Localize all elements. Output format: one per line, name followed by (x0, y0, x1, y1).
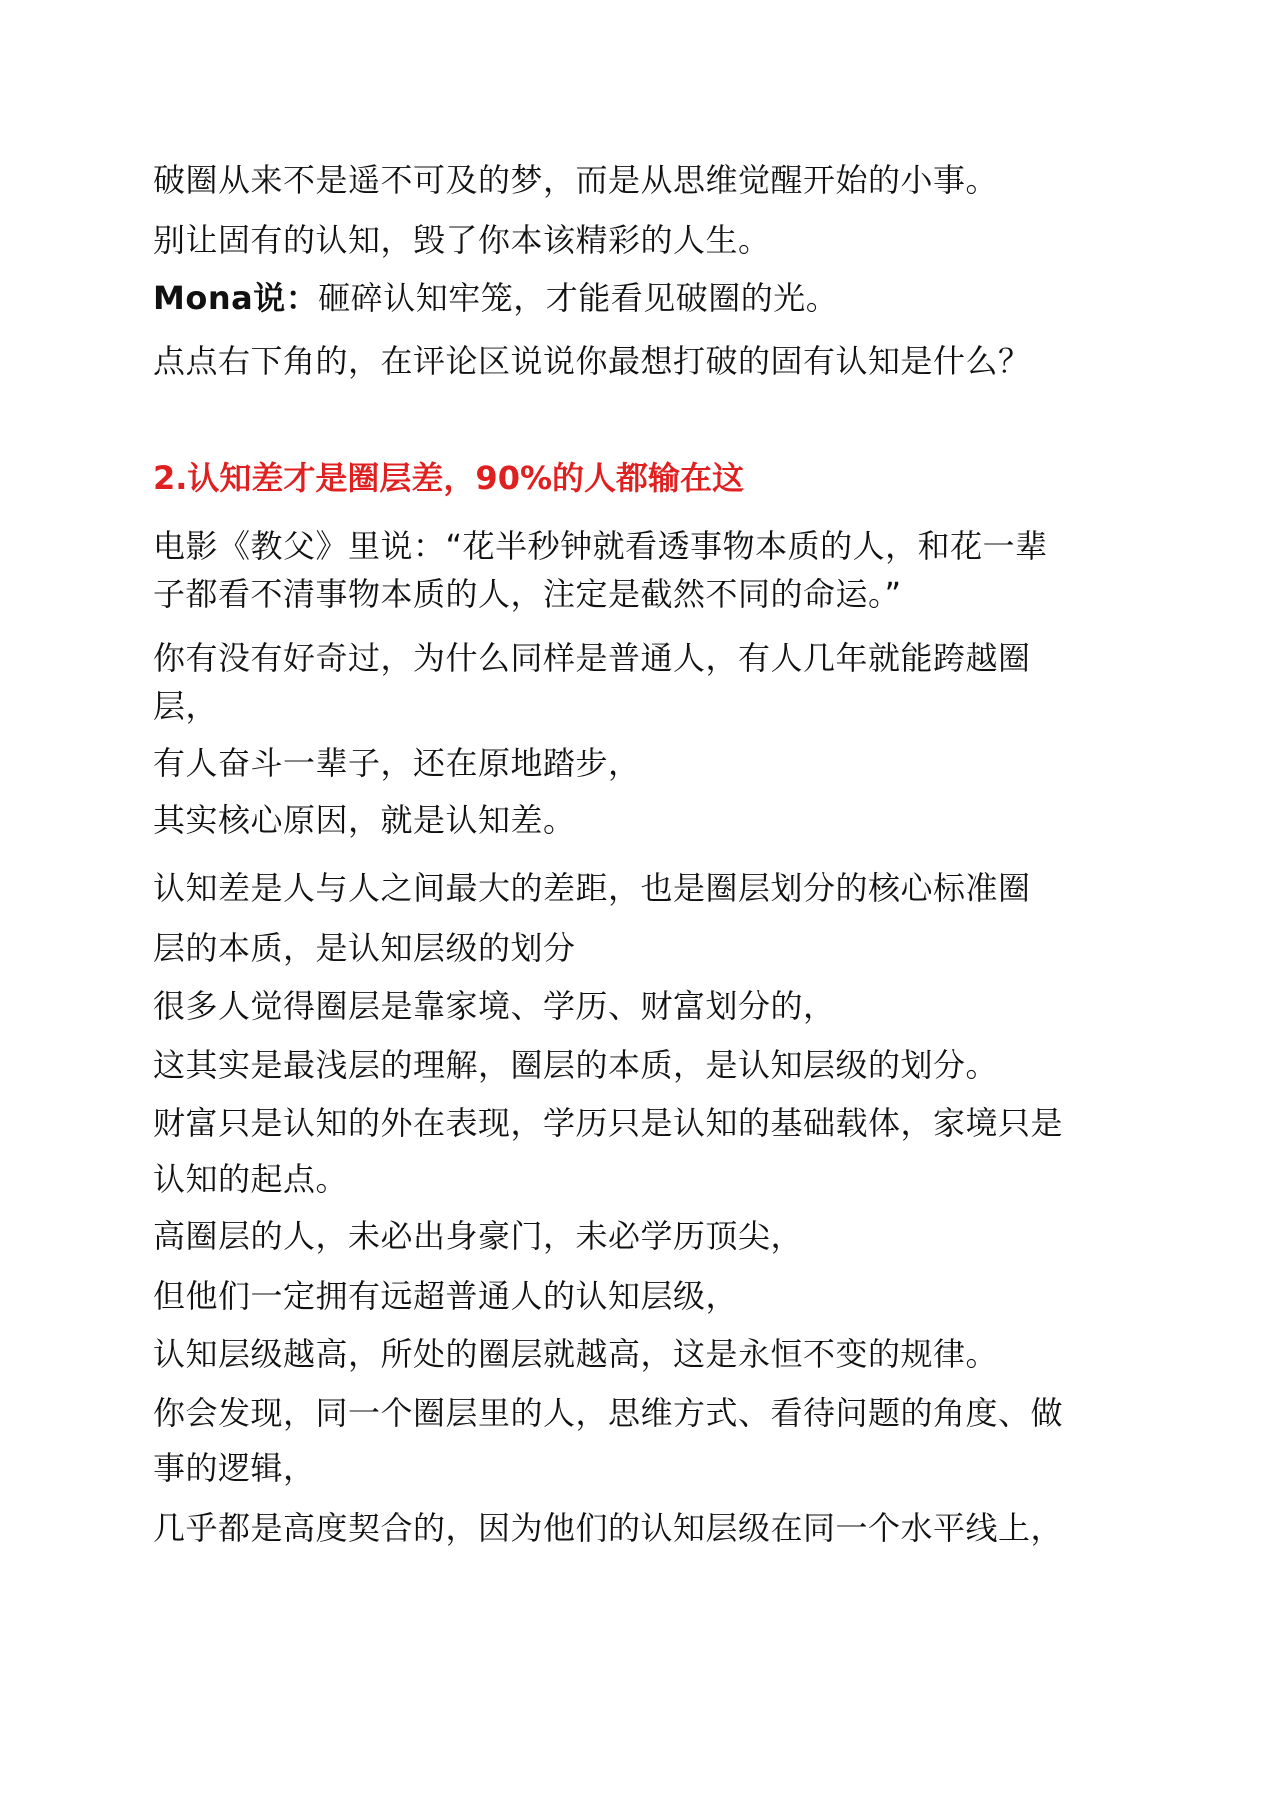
paragraph-line: 你会发现，同一个圈层里的人，思维方式、看待问题的角度、做 (153, 1394, 1064, 1432)
paragraph-line: 认知的起点。 (153, 1160, 349, 1198)
quote-lead: Mona说： (153, 279, 319, 317)
call-to-action: 点点右下角的，在评论区说说你最想打破的固有认知是什么？ (153, 342, 1031, 380)
paragraph-line: 其实核心原因，就是认知差。 (153, 801, 576, 839)
paragraph-line: 有人奋斗一辈子，还在原地踏步， (153, 744, 641, 782)
paragraph-line: 几乎都是高度契合的，因为他们的认知层级在同一个水平线上， (153, 1509, 1064, 1547)
paragraph-line: 子都看不清事物本质的人，注定是截然不同的命运。” (153, 575, 902, 613)
quote-text: 砸碎认知牢笼，才能看见破圈的光。 (318, 279, 839, 317)
paragraph-line: 认知差是人与人之间最大的差距，也是圈层划分的核心标准圈 (153, 869, 1031, 907)
paragraph-line: 电影《教父》里说：“花半秒钟就看透事物本质的人，和花一辈 (153, 527, 1048, 565)
paragraph-line: 高圈层的人，未必出身豪门，未必学历顶尖， (153, 1217, 804, 1255)
paragraph-line: 这其实是最浅层的理解，圈层的本质，是认知层级的划分。 (153, 1046, 999, 1084)
paragraph-line: 你有没有好奇过，为什么同样是普通人，有人几年就能跨越圈 (153, 639, 1031, 677)
paragraph-line: 别让固有的认知，毁了你本该精彩的人生。 (153, 221, 771, 259)
paragraph-line: 层， (153, 687, 219, 725)
paragraph-line: 很多人觉得圈层是靠家境、学历、财富划分的， (153, 987, 836, 1025)
paragraph-line: 层的本质，是认知层级的划分 (153, 929, 576, 967)
paragraph-line: 破圈从来不是遥不可及的梦，而是从思维觉醒开始的小事。 (153, 161, 999, 199)
section-heading: 2.认知差才是圈层差，90%的人都输在这 (153, 459, 745, 497)
paragraph-line: 事的逻辑， (153, 1449, 316, 1487)
paragraph-line: 但他们一定拥有远超普通人的认知层级， (153, 1277, 739, 1315)
mona-quote (153, 275, 1113, 321)
paragraph-line: 认知层级越高，所处的圈层就越高，这是永恒不变的规律。 (153, 1335, 999, 1373)
paragraph-line: 财富只是认知的外在表现，学历只是认知的基础载体，家境只是 (153, 1104, 1064, 1142)
